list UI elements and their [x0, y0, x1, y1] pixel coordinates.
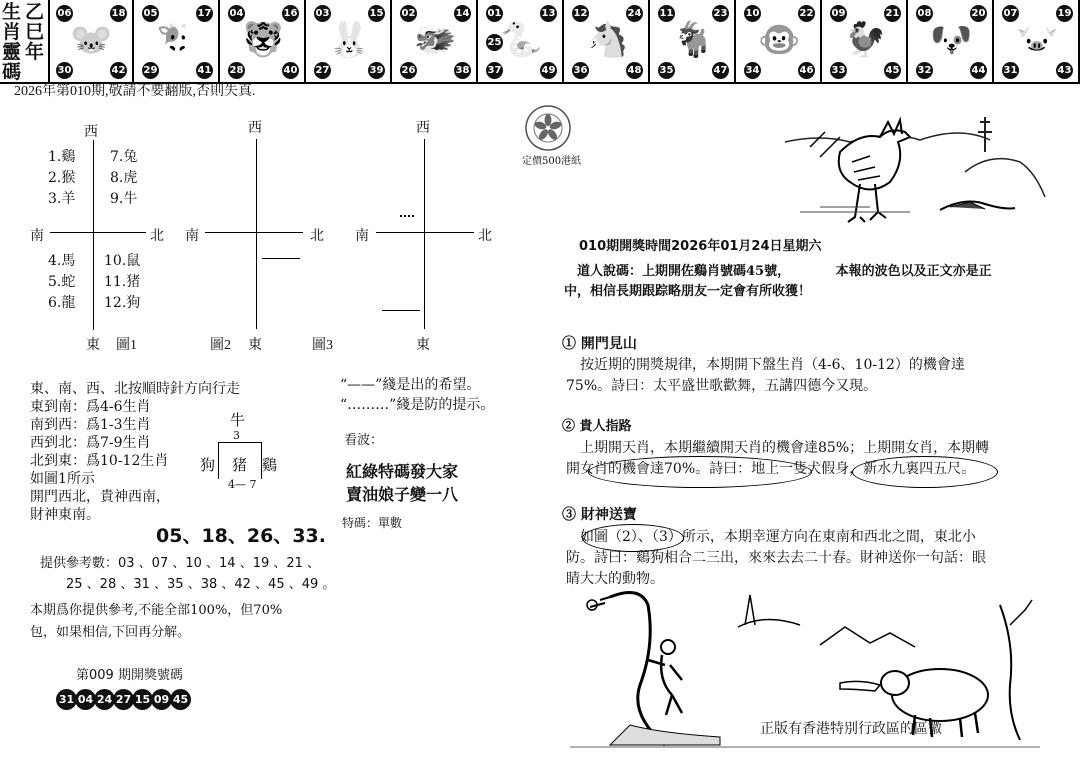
previous-draw-ball: 24: [94, 689, 115, 710]
fig1-lower-right: 10.鼠 11.猪 12.狗: [104, 253, 141, 311]
zodiac-number: 26: [400, 62, 417, 79]
zodiac-number: 12: [572, 5, 589, 22]
highlight-ellipse-2: [852, 456, 998, 488]
fig2-east: 東: [248, 337, 262, 353]
zodiac-number: 02: [400, 5, 417, 22]
fig1-lower-left: 4.馬 5.蛇 6.龍: [48, 253, 76, 311]
zodiac-number: 16: [282, 5, 299, 22]
zodiac-number: 11: [658, 5, 675, 22]
zodiac-cell-tiger: [220, 0, 306, 82]
zodiac-cell-rabbit: [306, 0, 392, 82]
zodiac-number: 18: [110, 5, 127, 22]
section-1-body: 按近期的開獎規律，本期開下盤生肖（4-6、10-12）的機會達75%。詩曰：太平盛世歌歡舞，五講四德今又現。: [566, 357, 965, 394]
zodiac-cell-ox: [134, 0, 220, 82]
rooster-illustration-icon: [780, 112, 1055, 232]
previous-draw-ball: 27: [113, 689, 134, 710]
zodiac-number: 25: [486, 34, 503, 51]
zodiac-number: 07: [1002, 5, 1019, 22]
fig3-east: 東: [416, 337, 430, 353]
zodiac-number: 05: [142, 5, 159, 22]
side-title: [0, 0, 50, 82]
zodiac-cell-dog: [908, 0, 994, 82]
fig1-north: 北: [150, 228, 164, 244]
fig3-west: 西: [416, 120, 430, 136]
zodiac-number: 27: [314, 62, 331, 79]
draw-time: 010期開獎時間2026年01月24日星期六: [579, 239, 822, 254]
zodiac-number: 04: [228, 5, 245, 22]
zodiac-number: 14: [454, 5, 471, 22]
zodiac-number: 08: [916, 5, 933, 22]
zodiac-number: 28: [228, 62, 245, 79]
zodiac-cell-monkey: [736, 0, 822, 82]
zodiac-number: 39: [368, 62, 385, 79]
intro-paragraph: 道人說碼：上期開佐鷄肖號碼45號， 本報的波色以及正文亦是正中，相信長期跟踪略朋友一定會有所收獲！: [564, 264, 992, 299]
highlight-ellipse-1: [588, 456, 812, 488]
zodiac-number: 17: [196, 5, 213, 22]
zodiac-number: 10: [744, 5, 761, 22]
zodiac-number: 32: [916, 62, 933, 79]
zodiac-number: 47: [712, 62, 729, 79]
note-line-1: 本期爲你提供參考,不能全部100%，但70%: [30, 603, 283, 618]
rabbit-icon: 🐰: [328, 20, 371, 60]
zodiac-cell-rooster: [822, 0, 908, 82]
mouse-icon: 🐭: [70, 20, 113, 60]
previous-draw-ball: 31: [56, 689, 77, 710]
zodiac-cell-pig: [994, 0, 1080, 82]
fig3-north: 北: [478, 228, 492, 244]
zodiac-number: 06: [56, 5, 73, 22]
zodiac-number: 49: [540, 62, 557, 79]
fig1-west: 西: [84, 124, 98, 140]
zodiac-number: 21: [884, 5, 901, 22]
mini-right: 鷄: [262, 456, 278, 474]
zodiac-number: 38: [454, 62, 471, 79]
tiger-icon: 🐯: [242, 20, 285, 60]
zodiac-cell-horse: [564, 0, 650, 82]
previous-draw-ball: 45: [170, 689, 191, 710]
mini-top-num: 3: [233, 429, 240, 442]
fig1-upper-left: 1.鷄 2.猴 3.羊: [48, 149, 76, 207]
zodiac-number: 13: [540, 5, 557, 22]
snake-icon: 🐍: [500, 20, 543, 60]
dog-icon: 🐶: [930, 20, 973, 60]
previous-draw-ball: 15: [132, 689, 153, 710]
reference-numbers-2: 25 、28 、31 、35 、38 、42 、45 、49 。: [66, 577, 336, 592]
rooster-icon: 🐓: [844, 20, 887, 60]
dragon-icon: 🐲: [414, 20, 457, 60]
zodiac-number: 34: [744, 62, 761, 79]
zodiac-number: 35: [658, 62, 675, 79]
horse-icon: 🐴: [586, 20, 629, 60]
zodiac-number: 44: [970, 62, 987, 79]
zodiac-number: 22: [798, 5, 815, 22]
previous-draw-numbers: [56, 688, 189, 710]
line-legend-solid: “——”綫是出的希望。: [340, 377, 481, 393]
section-2-title: ② 貴人指路: [562, 419, 632, 434]
section-2-body: 上期開天肖，本期繼續開天肖的機會達85%；上期開女肖，本期轉開女肖的機會達70%。詩曰：地上一隻犬假身，新水九裏四五尺。: [566, 440, 990, 477]
zodiac-number: 42: [110, 62, 127, 79]
price-caption: 定價500港紙: [522, 156, 582, 167]
poem-line-2: 賣油娘子變一八: [346, 485, 459, 504]
fig1-upper-right: 7.兔 8.虎 9.牛: [110, 149, 138, 207]
previous-draw-title: 第009 期開獎號碼: [76, 668, 183, 683]
zodiac-number: 43: [1056, 62, 1073, 79]
ox-icon: 🐮: [156, 20, 199, 60]
line-legend-dotted: “………”綫是防的提示。: [340, 397, 495, 413]
note-line-2: 包，如果相信,下回再分解。: [30, 625, 191, 640]
previous-draw-ball: 09: [151, 689, 172, 710]
zodiac-number: 36: [572, 62, 589, 79]
side-title-right: 乙巳年: [25, 1, 45, 63]
zodiac-number: 19: [1056, 5, 1073, 22]
zodiac-cell-goat: [650, 0, 736, 82]
zodiac-number: 33: [830, 62, 847, 79]
highlight-ellipse-3: [582, 524, 684, 552]
zodiac-number: 29: [142, 62, 159, 79]
zodiac-number: 20: [970, 5, 987, 22]
zodiac-number: 03: [314, 5, 331, 22]
zodiac-number: 40: [282, 62, 299, 79]
zodiac-cell-snake: [478, 0, 564, 82]
zodiac-number: 45: [884, 62, 901, 79]
poem-line-1: 紅綠特碼發大家: [346, 462, 459, 481]
footer-note: 正版有香港特別行政區的區徽: [760, 721, 942, 737]
main-numbers: 05、18、26、33.: [156, 525, 326, 547]
monkey-icon: 🐵: [758, 20, 801, 60]
fig1-east: 東: [86, 337, 100, 353]
previous-draw-ball: 04: [75, 689, 96, 710]
fig2-north: 北: [310, 228, 324, 244]
mini-bottom: 4— 7: [228, 478, 257, 491]
zodiac-number: 15: [368, 5, 385, 22]
fig2-label: 圖2: [210, 338, 231, 353]
hk-emblem-icon: [524, 104, 572, 152]
issue-notice: 2026年第010期,敬請不要翻版,否則失真.: [14, 84, 256, 99]
fig1-south: 南: [30, 228, 44, 244]
zodiac-number: 23: [712, 5, 729, 22]
zodiac-number: 30: [56, 62, 73, 79]
fig2-south: 南: [185, 228, 199, 244]
zodiac-number: 46: [798, 62, 815, 79]
zodiac-number: 31: [1002, 62, 1019, 79]
section-3-title: ③ 財神送寶: [562, 507, 637, 523]
poem-intro: 看波：: [344, 433, 384, 448]
mini-top: 牛: [230, 411, 246, 429]
zodiac-number: 09: [830, 5, 847, 22]
mini-left: 狗: [200, 456, 216, 474]
special-number-note: 特碼：單數: [342, 516, 403, 530]
zodiac-number: 41: [196, 62, 213, 79]
mini-center: 猪: [232, 456, 248, 474]
section-3-body: 如圖（2）、（3）所示，本期幸運方向在東南和西北之間，東北小防。詩曰：鷄狗相合二三出，來來去去二十春。財神送你一句話：眼睛大大的動物。: [566, 529, 986, 587]
goat-icon: 🐐: [672, 20, 715, 60]
section-1-title: ① 開門見山: [562, 336, 637, 352]
rules-text: 東、南、西、北按順時針方向行走 東到南：爲4-6生肖 南到西：爲1-3生肖 西到北：爲7-9生肖 北到東：爲10-12生肖 如圖1所示 開門西北，貴神西南， 財神東南。: [30, 381, 240, 523]
fig3-south: 南: [355, 228, 369, 244]
zodiac-number: 48: [626, 62, 643, 79]
zodiac-number: 37: [486, 62, 503, 79]
zodiac-cell-dragon: [392, 0, 478, 82]
zodiac-number: 24: [626, 5, 643, 22]
side-title-left: 生肖靈碼: [2, 1, 22, 83]
reference-numbers-1: 提供參考數：03 、07 、10 、14 、19 、21 、: [40, 556, 321, 571]
fig3-label: 圖3: [312, 338, 333, 353]
fig1-label: 圖1: [116, 338, 137, 353]
fig2-west: 西: [248, 120, 262, 136]
pig-icon: 🐷: [1016, 20, 1059, 60]
zodiac-number: 01: [486, 5, 503, 22]
zodiac-cell-mouse: [48, 0, 134, 82]
